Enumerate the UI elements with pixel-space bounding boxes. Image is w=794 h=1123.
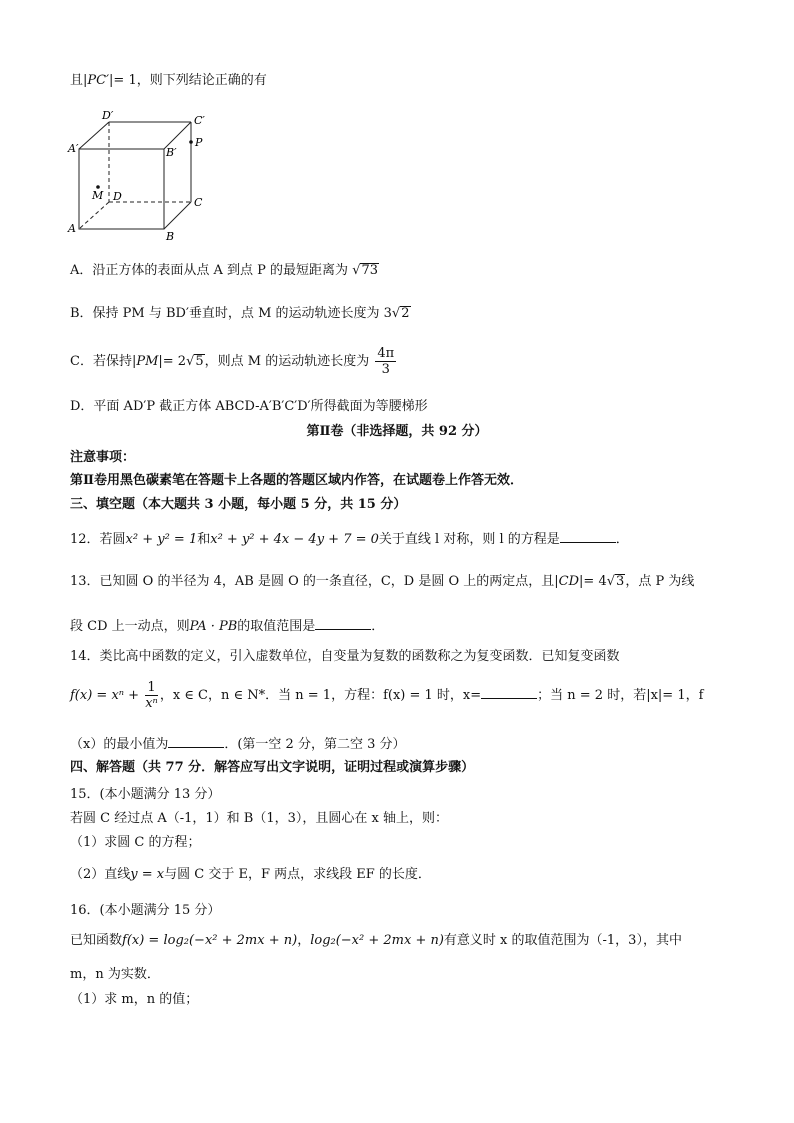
intro-line: 且|PC′|= 1，则下列结论正确的有: [70, 73, 267, 88]
fraction-1-xn: $\frac{1}{\text{xⁿ}}$: [145, 680, 158, 711]
label-c: C: [194, 196, 203, 209]
section-4-heading: 四、解答题（共 77 分．解答应写出文字说明，证明过程或演算步骤）: [70, 760, 475, 775]
label-a: A: [68, 222, 76, 235]
option-c: C．若保持|PM|= 2√5，则点 M 的运动轨迹长度为 $\frac{4\pi}{3}$: [70, 346, 395, 377]
question-16-stem: 已知函数f(x) = log₂(−x² + 2mx + n)，log₂(−x² + 2mx + n)有意义时 x 的取值范围为（-1，3），其中: [70, 933, 682, 948]
question-15-stem: 若圆 C 经过点 A（-1，1）和 B（1，3），且圆心在 x 轴上，则：: [70, 811, 448, 826]
answer-blank-13[interactable]: [315, 617, 371, 630]
notice-text: 第Ⅱ卷用黑色碳素笔在答题卡上各题的答题区域内作答，在试题卷上作答无效．: [70, 473, 523, 488]
question-14-line1: 14．类比高中函数的定义，引入虚数单位，自变量为复数的函数称之为复变函数．已知复变函数: [70, 649, 620, 664]
cube-diagram: [66, 104, 226, 244]
label-a-prime: A′: [68, 142, 79, 155]
question-14-line2: f(x) = xⁿ + $\frac{1}{\text{xⁿ}}$ ，x ∈ C，n ∈ N*．当 n = 1，方程：f(x) = 1 时，x= ；当 n = 2 时，若|x|= 1，f: [70, 680, 704, 711]
question-15-part1: （1）求圆 C 的方程；: [70, 835, 201, 850]
section-3-heading: 三、填空题（本大题共 3 小题，每小题 5 分，共 15 分）: [70, 497, 407, 512]
label-d: D: [113, 190, 122, 203]
option-a: A．沿正方体的表面从点 A 到点 P 的最短距离为 √73: [70, 263, 379, 278]
label-d-prime: D′: [102, 109, 114, 122]
label-b: B: [166, 230, 175, 243]
question-16-line2: m，n 为实数．: [70, 967, 160, 982]
answer-blank-14a[interactable]: [481, 686, 537, 699]
notice-heading: 注意事项：: [70, 450, 136, 465]
label-b-prime: B′: [166, 146, 177, 159]
answer-blank-12[interactable]: [560, 530, 616, 543]
part2-title: 第Ⅱ卷（非选择题，共 92 分）: [306, 424, 488, 439]
label-m: M: [92, 189, 104, 202]
question-12: 12．若圆x² + y² = 1和x² + y² + 4x − 4y + 7 = 0关于直线 l 对称，则 l 的方程是 ．: [70, 532, 629, 547]
answer-blank-14b[interactable]: [168, 735, 224, 748]
question-15-part2: （2）直线y = x与圆 C 交于 E，F 两点，求线段 EF 的长度．: [70, 867, 431, 882]
point-p: [189, 140, 193, 144]
label-p: P: [195, 136, 203, 149]
question-14-line3: （x）的最小值为 ．(第一空 2 分，第二空 3 分）: [70, 737, 406, 752]
label-c-prime: C′: [194, 114, 205, 127]
question-13-line1: 13．已知圆 O 的半径为 4，AB 是圆 O 的一条直径，C，D 是圆 O 上的两定点，且|CD|= 4√3，点 P 为线: [70, 574, 695, 589]
option-d: D．平面 AD′P 截正方体 ABCD-A′B′C′D′所得截面为等腰梯形: [70, 399, 428, 414]
option-b: B．保持 PM 与 BD′垂直时，点 M 的运动轨迹长度为 3√2: [70, 306, 410, 321]
question-16-head: 16．(本小题满分 15 分）: [70, 903, 221, 918]
question-15-head: 15．(本小题满分 13 分）: [70, 787, 221, 802]
question-16-part1: （1）求 m，n 的值；: [70, 992, 199, 1007]
fraction-4pi-3: $\frac{4\pi}{3}$: [377, 346, 395, 377]
question-13-line2: 段 CD 上一动点，则PA · PB的取值范围是 ．: [70, 619, 385, 634]
